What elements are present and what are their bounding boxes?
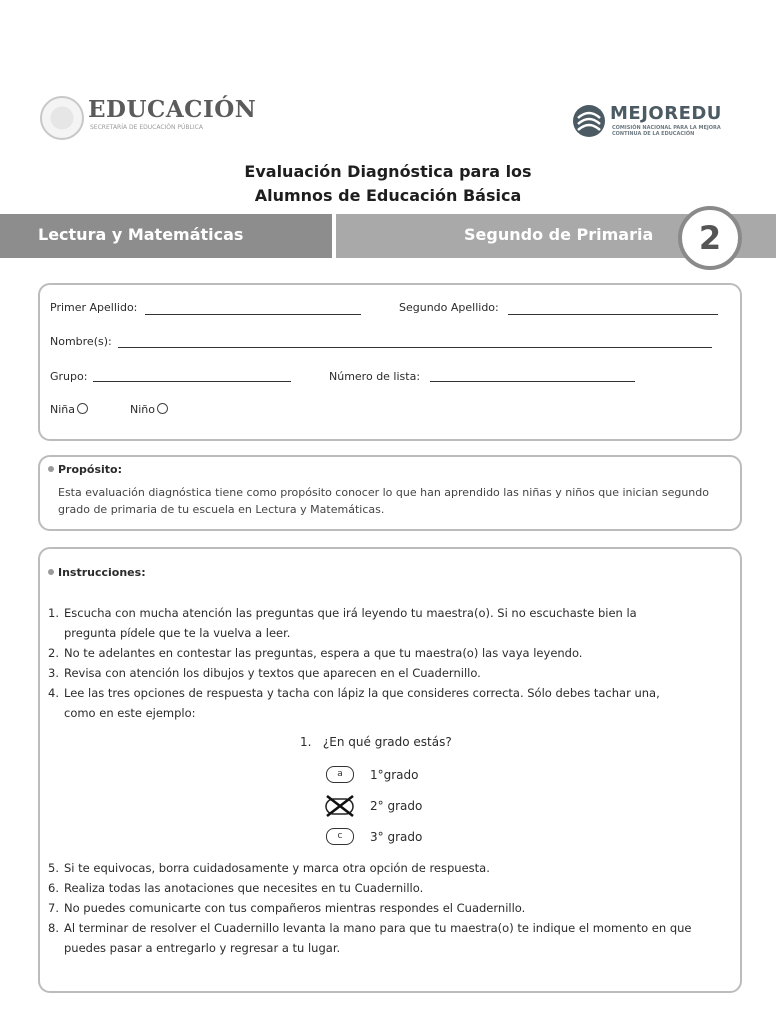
primer-apellido-label: Primer Apellido: bbox=[50, 301, 138, 314]
example-question bbox=[300, 735, 452, 749]
instruction-item: 6. Realiza todas las anotaciones que necesites en tu Cuadernillo. bbox=[48, 881, 424, 895]
mejoredu-logo-icon bbox=[572, 104, 606, 138]
instruction-list-top bbox=[48, 603, 734, 723]
instruction-list-bottom bbox=[48, 858, 734, 958]
mejoredu-subtitle-2: CONTINUA DE LA EDUCACIÓN bbox=[612, 131, 695, 137]
proposito-line-1: Esta evaluación diagnóstica tiene como propósito conocer lo que han aprendido las niñas y niños que inician segundo bbox=[58, 486, 709, 499]
grade-label: Segundo de Primaria bbox=[464, 225, 654, 244]
option-c-pill: c bbox=[326, 828, 354, 845]
segundo-apellido-label: Segundo Apellido: bbox=[399, 301, 499, 314]
nina-option[interactable] bbox=[50, 403, 88, 416]
crossed-option-b-icon bbox=[324, 794, 356, 818]
primer-apellido-field[interactable] bbox=[145, 314, 361, 315]
nombres-label: Nombre(s): bbox=[50, 335, 112, 348]
nino-option[interactable] bbox=[130, 403, 168, 416]
government-seal-icon bbox=[40, 96, 84, 140]
nino-label: Niño bbox=[130, 403, 155, 416]
instruction-item: 5. Si te equivocas, borra cuidadosamente y marca otra opción de respuesta. bbox=[48, 861, 490, 875]
title-line-1: Evaluación Diagnóstica para los bbox=[244, 162, 532, 181]
segundo-apellido-field[interactable] bbox=[508, 314, 718, 315]
example-question-text: ¿En qué grado estás? bbox=[322, 735, 452, 749]
numero-lista-field[interactable] bbox=[430, 381, 635, 382]
numero-lista-label: Número de lista: bbox=[329, 370, 421, 383]
proposito-heading bbox=[48, 463, 122, 476]
instruction-item: 2. No te adelantes en contestar las preguntas, espera a que tu maestra(o) las vaya leyendo. bbox=[48, 646, 583, 660]
subject-label: Lectura y Matemáticas bbox=[38, 225, 244, 244]
option-c-text: 3° grado bbox=[370, 830, 423, 844]
grupo-label: Grupo: bbox=[50, 370, 88, 383]
instruction-item-continuation: pregunta pídele que te la vuelva a leer. bbox=[64, 626, 291, 640]
nina-label: Niña bbox=[50, 403, 75, 416]
educacion-logo-subtitle: SECRETARÍA DE EDUCACIÓN PÚBLICA bbox=[90, 124, 203, 131]
mejoredu-logo: MEJOREDU bbox=[610, 103, 722, 124]
instrucciones-title: Instrucciones: bbox=[58, 566, 146, 579]
proposito-line-2: grado de primaria de tu escuela en Lectura y Matemáticas. bbox=[58, 503, 385, 516]
instrucciones-heading bbox=[48, 566, 146, 579]
instruction-item: 1. Escucha con mucha atención las preguntas que irá leyendo tu maestra(o). Si no escuchaste bien la bbox=[48, 606, 637, 620]
title-line-2: Alumnos de Educación Básica bbox=[254, 186, 522, 205]
grade-number-badge: 2 bbox=[678, 206, 742, 270]
option-a-pill: a bbox=[326, 766, 354, 783]
instruction-item-continuation: como en este ejemplo: bbox=[64, 706, 196, 720]
instruction-item: 4. Lee las tres opciones de respuesta y tacha con lápiz la que consideres correcta. Sólo debes tachar una, bbox=[48, 686, 660, 700]
nino-radio[interactable] bbox=[157, 403, 168, 414]
mejoredu-subtitle-1: COMISIÓN NACIONAL PARA LA MEJORA bbox=[612, 125, 721, 131]
instruction-item: 3. Revisa con atención los dibujos y textos que aparecen en el Cuadernillo. bbox=[48, 666, 481, 680]
bullet-icon bbox=[48, 569, 54, 575]
example-question-number: 1. bbox=[300, 735, 312, 749]
grupo-field[interactable] bbox=[93, 381, 291, 382]
proposito-title: Propósito: bbox=[58, 463, 123, 476]
instruction-item-continuation: puedes pasar a entregarlo y regresar a tu lugar. bbox=[64, 941, 341, 955]
proposito-text bbox=[58, 484, 734, 518]
student-info-box bbox=[38, 283, 742, 441]
instruction-item: 8. Al terminar de resolver el Cuadernillo levanta la mano para que tu maestra(o) te indique el momento en que bbox=[48, 921, 692, 935]
option-a-text: 1°grado bbox=[370, 768, 419, 782]
option-b-text: 2° grado bbox=[370, 799, 423, 813]
nina-radio[interactable] bbox=[77, 403, 88, 414]
bullet-icon bbox=[48, 466, 54, 472]
educacion-logo: EDUCACIÓN bbox=[88, 96, 257, 123]
document-title bbox=[0, 160, 776, 208]
nombres-field[interactable] bbox=[118, 347, 712, 348]
instruction-item: 7. No puedes comunicarte con tus compañeros mientras respondes el Cuadernillo. bbox=[48, 901, 526, 915]
